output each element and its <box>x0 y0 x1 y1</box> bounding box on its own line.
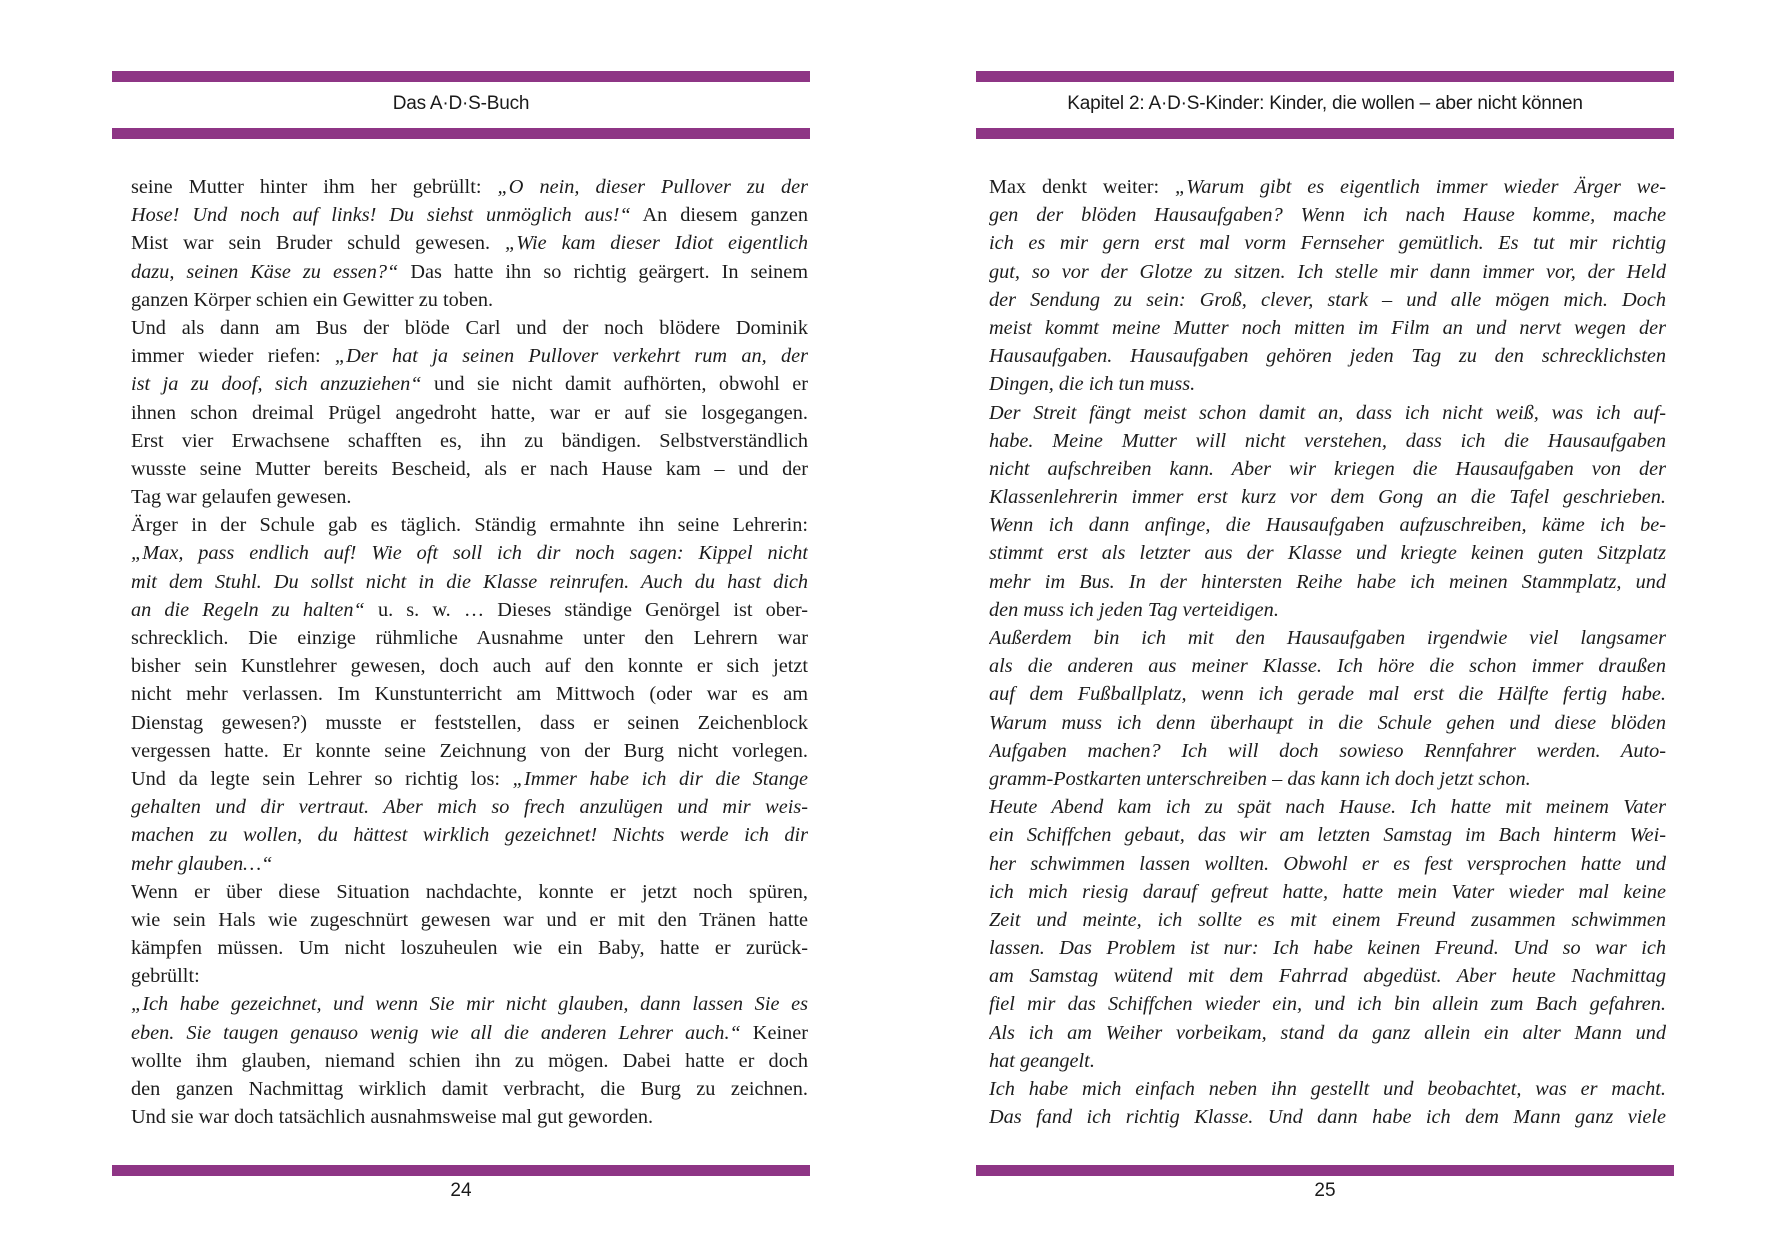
narration: Und sie war doch tatsächlich ausnahmsweise mal gut geworden. <box>131 1106 654 1129</box>
quoted-speech: an die Regeln zu halten“ <box>131 598 365 621</box>
text-line <box>989 286 1666 314</box>
narration: wollte ihm glauben, niemand schien ihn zu mögen. Dabei hatte er doch <box>131 1049 808 1072</box>
quoted-speech: Das fand ich richtig Klasse. Und dann habe ich dem Mann ganz viele <box>989 1106 1666 1129</box>
narration: vergessen hatte. Er konnte seine Zeichnung von der Burg nicht vorlegen. <box>131 739 808 762</box>
quoted-speech: ich es mir gern erst mal vorm Fernseher gemütlich. Es tut mir richtig <box>989 232 1666 255</box>
quoted-speech: Wenn ich dann anfinge, die Hausaufgaben aufzuschreiben, käme ich be- <box>989 514 1666 537</box>
text-line <box>989 962 1666 990</box>
quoted-speech: gut, so vor der Glotze zu sitzen. Ich stelle mir dann immer vor, der Held <box>989 260 1666 283</box>
text-line <box>131 229 808 257</box>
narration: und sie nicht damit aufhörten, obwohl er <box>421 373 808 396</box>
quoted-speech: mehr im Bus. In der hintersten Reihe habe ich meinen Stammplatz, und <box>989 570 1666 593</box>
narration: Mist war sein Bruder schuld gewesen. <box>131 232 505 255</box>
text-line <box>989 1103 1666 1131</box>
quoted-speech: „Max, pass endlich auf! Wie oft soll ich dir noch sagen: Kippel nicht <box>131 542 808 565</box>
quoted-speech: „O nein, dieser Pullover zu der <box>497 176 808 198</box>
narration: wie sein Hals wie zugeschnürt gewesen war und er mit den Tränen hatte <box>131 908 808 931</box>
narration: wusste seine Mutter bereits Bescheid, als er nach Hause kam – und der <box>131 457 808 480</box>
page-number: 24 <box>450 1180 472 1201</box>
header-rule-top <box>112 71 810 82</box>
quoted-speech: Außerdem bin ich mit den Hausaufgaben irgendwie viel langsamer <box>989 627 1666 649</box>
text-line <box>131 737 808 765</box>
text-line <box>989 258 1666 286</box>
page-number: 25 <box>1314 1180 1336 1201</box>
text-line <box>989 201 1666 229</box>
text-line <box>131 624 808 652</box>
text-line <box>989 850 1666 878</box>
text-line <box>989 652 1666 680</box>
quoted-speech: mehr glauben…“ <box>131 852 273 875</box>
quoted-speech: Klassenlehrerin immer erst kurz vor dem Gong an die Tafel geschrieben. <box>989 486 1666 509</box>
narration: Tag war gelaufen gewesen. <box>131 486 352 509</box>
body-text <box>989 173 1666 1131</box>
text-line <box>989 314 1666 342</box>
quoted-speech: dazu, seinen Käse zu essen?“ <box>131 260 399 283</box>
text-line <box>131 370 808 398</box>
narration: nicht mehr verlassen. Im Kunstunterricht am Mittwoch (oder war es am <box>131 683 808 706</box>
narration: den ganzen Nachmittag wirklich damit verbracht, die Burg zu zeichnen. <box>131 1078 808 1100</box>
quoted-speech: lassen. Das Problem ist nur: Ich habe keinen Freund. Und so war ich <box>989 937 1666 960</box>
quoted-speech: am Samstag wütend mit dem Fahrrad abgedüst. Aber heute Nachmittag <box>989 965 1666 988</box>
text-line <box>989 427 1666 455</box>
text-line <box>989 765 1666 793</box>
quoted-speech: ein Schiffchen gebaut, das wir am letzten Samstag im Bach hinterm Wei- <box>989 824 1666 847</box>
text-line <box>131 962 808 990</box>
text-line <box>131 455 808 483</box>
narration: gebrüllt: <box>131 965 200 988</box>
quoted-speech: habe. Meine Mutter will nicht verstehen, dass ich die Hausaufgaben <box>989 429 1666 452</box>
header-rule-bottom <box>976 128 1674 139</box>
quoted-speech: ich mich riesig darauf gefreut hatte, hatte mein Vater wieder mal keine <box>989 880 1666 903</box>
text-line <box>989 370 1666 398</box>
header-rule-bottom <box>112 128 810 139</box>
quoted-speech: mit dem Stuhl. Du sollst nicht in die Klasse reinrufen. Auch du hast dich <box>131 570 808 593</box>
quoted-speech: Dingen, die ich tun muss. <box>989 373 1196 396</box>
text-line <box>131 173 808 201</box>
text-line <box>989 1075 1666 1103</box>
narration: u. s. w. … Dieses ständige Genörgel ist ober- <box>364 598 808 621</box>
narration: Erst vier Erwachsene schafften es, ihn zu bändigen. Selbstverständlich <box>131 429 808 452</box>
narration: Ärger in der Schule gab es täglich. Ständig ermahnte ihn seine Lehrerin: <box>131 514 808 537</box>
text-line <box>989 934 1666 962</box>
text-line <box>131 1103 808 1131</box>
text-line <box>989 709 1666 737</box>
text-line <box>131 596 808 624</box>
narration: An diesem ganzen <box>630 204 808 227</box>
quoted-speech: gen der blöden Hausaufgaben? Wenn ich nach Hause komme, mache <box>989 204 1666 227</box>
quoted-speech: fiel mir das Schiffchen wieder ein, und ich bin allein zum Bach gefahren. <box>989 993 1666 1016</box>
quoted-speech: Aufgaben machen? Ich will doch sowieso Rennfahrer werden. Auto- <box>989 739 1666 762</box>
text-line <box>131 399 808 427</box>
right-page <box>886 0 1772 1258</box>
text-line <box>131 258 808 286</box>
quoted-speech: den muss ich jeden Tag verteidigen. <box>989 598 1279 621</box>
text-line <box>989 793 1666 821</box>
quoted-speech: „Wie kam dieser Idiot eigentlich <box>504 232 808 255</box>
text-line <box>989 229 1666 257</box>
text-line <box>131 934 808 962</box>
quoted-speech: Ich habe mich einfach neben ihn gestellt und beobachtet, was er macht. <box>989 1078 1666 1100</box>
quoted-speech: meist kommt meine Mutter noch mitten im Film an und nervt wegen der <box>989 316 1666 339</box>
text-line <box>131 342 808 370</box>
text-line <box>131 568 808 596</box>
narration: ganzen Körper schien ein Gewitter zu toben. <box>131 288 494 311</box>
narration: bisher sein Kunstlehrer gewesen, doch auch auf den konnte er sich jetzt <box>131 655 808 678</box>
quoted-speech: „Immer habe ich dir die Stange <box>512 767 808 790</box>
text-line <box>989 539 1666 567</box>
footer-rule <box>976 1165 1674 1176</box>
text-line <box>989 173 1666 201</box>
text-line <box>131 539 808 567</box>
text-line <box>131 483 808 511</box>
quoted-speech: Als ich am Weiher vorbeikam, stand da ganz allein ein alter Mann und <box>989 1021 1666 1044</box>
quoted-speech: Zeit und meinte, ich sollte es mit einem Freund zusammen schwimmen <box>989 908 1666 931</box>
text-line <box>989 483 1666 511</box>
text-line <box>131 793 808 821</box>
narration: schrecklich. Die einzige rühmliche Ausnahme unter den Lehrern war <box>131 627 808 649</box>
narration: Und als dann am Bus der blöde Carl und der noch blödere Dominik <box>131 316 808 339</box>
text-line <box>131 1075 808 1103</box>
quoted-speech: gehalten und dir vertraut. Aber mich so frech anzulügen und mir weis- <box>131 796 808 819</box>
text-line <box>989 990 1666 1018</box>
quoted-speech: machen zu wollen, du hättest wirklich gezeichnet! Nichts werde ich dir <box>131 824 808 847</box>
quoted-speech: Hose! Und noch auf links! Du siehst unmöglich aus!“ <box>131 204 631 227</box>
text-line <box>989 342 1666 370</box>
text-line <box>131 1047 808 1075</box>
narration: Keiner <box>740 1021 808 1044</box>
text-line <box>131 427 808 455</box>
quoted-speech: „Warum gibt es eigentlich immer wieder Ärger we- <box>1174 176 1666 198</box>
text-line <box>989 596 1666 624</box>
text-line <box>131 201 808 229</box>
body-text <box>131 173 808 1131</box>
quoted-speech: auf dem Fußballplatz, wenn ich gerade mal erst die Hälfte fertig habe. <box>989 683 1666 706</box>
text-line <box>131 652 808 680</box>
text-line <box>131 314 808 342</box>
quoted-speech: gramm-Postkarten unterschreiben – das kann ich doch jetzt schon. <box>989 767 1531 790</box>
quoted-speech: „Der hat ja seinen Pullover verkehrt rum an, der <box>334 345 808 368</box>
text-line <box>989 624 1666 652</box>
quoted-speech: Hausaufgaben. Hausaufgaben gehören jeden Tag zu den schrecklichsten <box>989 345 1666 368</box>
text-line <box>989 511 1666 539</box>
narration: Das hatte ihn so richtig geärgert. In seinem <box>398 260 808 283</box>
text-line <box>989 737 1666 765</box>
quoted-speech: hat geangelt. <box>989 1049 1095 1072</box>
quoted-speech: als die anderen aus meiner Klasse. Ich höre die schon immer draußen <box>989 655 1666 678</box>
header-rule-top <box>976 71 1674 82</box>
footer-rule <box>112 1165 810 1176</box>
narration: Und da legte sein Lehrer so richtig los: <box>131 767 513 790</box>
narration: Wenn er über diese Situation nachdachte, konnte er jetzt noch spüren, <box>131 880 808 903</box>
text-line <box>989 455 1666 483</box>
text-line <box>989 399 1666 427</box>
text-line <box>989 680 1666 708</box>
running-header: Kapitel 2: A·D·S-Kinder: Kinder, die wollen – aber nicht können <box>1067 93 1583 114</box>
quoted-speech: der Sendung zu sein: Groß, clever, stark – und alle mögen mich. Doch <box>989 288 1666 311</box>
text-line <box>131 765 808 793</box>
text-line <box>131 680 808 708</box>
quoted-speech: eben. Sie taugen genauso wenig wie all die anderen Lehrer auch.“ <box>131 1021 741 1044</box>
narration: seine Mutter hinter ihm her gebrüllt: <box>131 176 498 198</box>
text-line <box>131 511 808 539</box>
text-line <box>989 1019 1666 1047</box>
text-line <box>131 821 808 849</box>
text-line <box>989 821 1666 849</box>
text-line <box>131 878 808 906</box>
narration: Max denkt weiter: <box>989 176 1175 198</box>
narration: kämpfen müssen. Um nicht loszuheulen wie ein Baby, hatte er zurück- <box>131 937 808 960</box>
quoted-speech: Heute Abend kam ich zu spät nach Hause. Ich hatte mit meinem Vater <box>989 796 1666 819</box>
quoted-speech: stimmt erst als letzter aus der Klasse und kriegte keinen guten Sitzplatz <box>989 542 1666 565</box>
text-line <box>131 1019 808 1047</box>
quoted-speech: her schwimmen lassen wollten. Obwohl er es fest versprochen hatte und <box>989 852 1666 875</box>
text-line <box>131 850 808 878</box>
narration: ihnen schon dreimal Prügel angedroht hatte, war er auf sie losgegangen. <box>131 401 808 424</box>
text-line <box>131 709 808 737</box>
text-line <box>131 286 808 314</box>
text-line <box>131 990 808 1018</box>
quoted-speech: ist ja zu doof, sich anzuziehen“ <box>131 373 422 396</box>
text-line <box>131 906 808 934</box>
text-line <box>989 568 1666 596</box>
text-line <box>989 1047 1666 1075</box>
quoted-speech: Warum muss ich denn überhaupt in die Schule gehen und diese blöden <box>989 711 1666 734</box>
text-line <box>989 906 1666 934</box>
quoted-speech: nicht aufschreiben kann. Aber wir kriegen die Hausaufgaben von der <box>989 457 1666 480</box>
narration: immer wieder riefen: <box>131 345 335 368</box>
running-header: Das A·D·S-Buch <box>392 93 530 114</box>
narration: Dienstag gewesen?) musste er feststellen, dass er seinen Zeichenblock <box>131 711 808 734</box>
text-line <box>989 878 1666 906</box>
quoted-speech: „Ich habe gezeichnet, und wenn Sie mir nicht glauben, dann lassen Sie es <box>131 993 808 1016</box>
quoted-speech: Der Streit fängt meist schon damit an, dass ich nicht weiß, was ich auf- <box>989 401 1666 424</box>
